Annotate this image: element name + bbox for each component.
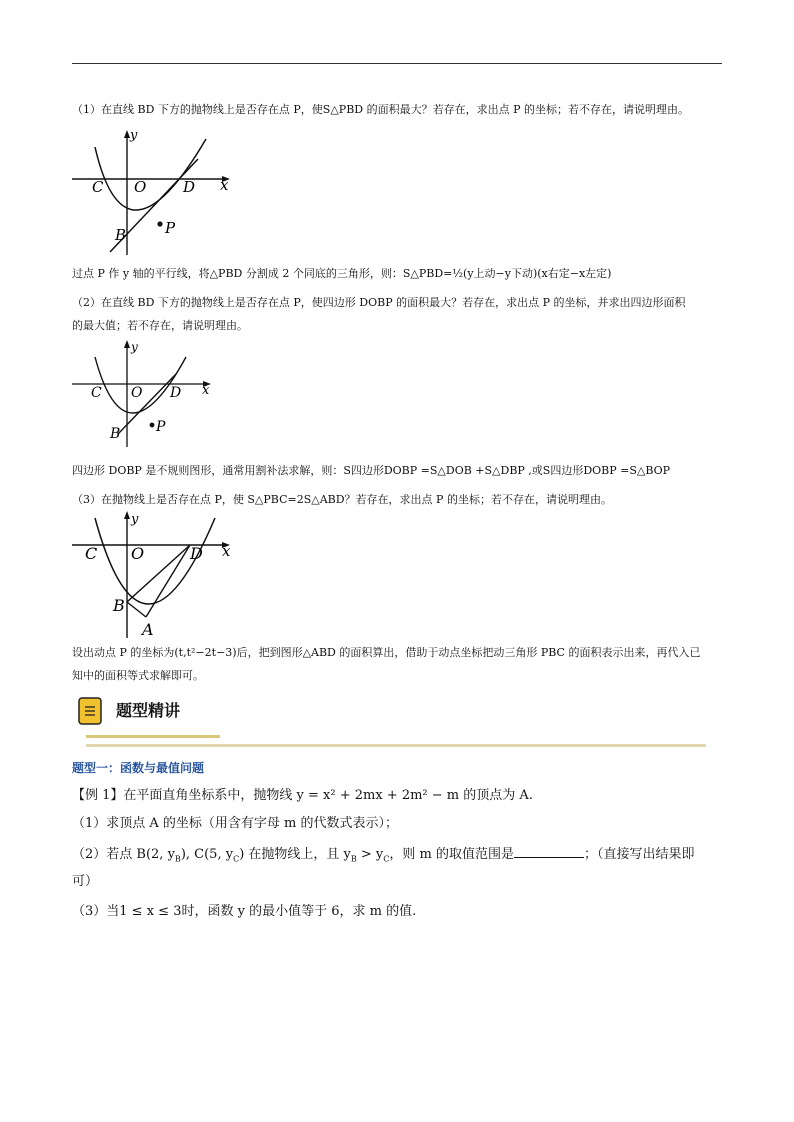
answer-blank[interactable]	[514, 845, 584, 858]
section-subtitle: 题型一：函数与最值问题	[72, 761, 205, 775]
fig3-label-a: A	[142, 620, 154, 639]
question-1: （1）在直线 BD 下方的抛物线上是否存在点 P，使S△PBD 的面积最大？若存在，求出点 P 的坐标；若不存在，请说明理由。	[72, 103, 689, 116]
example-line-2: （1）求顶点 A 的坐标（用含有字母 m 的代数式表示）；	[72, 816, 399, 831]
fig1-label-y: y	[130, 128, 138, 143]
figure-1	[70, 127, 240, 257]
question-2-line-2: 的最大值；若不存在，请说明理由。	[72, 319, 248, 332]
fig1-label-x: x	[220, 176, 229, 194]
fig2-label-c: C	[91, 385, 102, 401]
fig2-label-b: B	[110, 426, 121, 442]
fig3-label-d: D	[190, 544, 203, 563]
fig2-label-d: D	[170, 385, 182, 401]
section-divider	[86, 744, 706, 747]
question-2-line-1: （2）在直线 BD 下方的抛物线上是否存在点 P，使四边形 DOBP 的面积最大？若存在，求出点 P 的坐标，并求出四边形面积	[72, 296, 686, 309]
hint-3-line-2: 知中的面积等式求解即可。	[72, 669, 204, 682]
fig3-label-o: O	[131, 544, 145, 563]
hint-3-line-1: 设出动点 P 的坐标为(t,t²−2t−3)后，把到图形△ABD 的面积算出，借助于动点坐标把动三角形 PBC 的面积表示出来，再代入已	[72, 646, 701, 659]
example-line-5: （3）当1 ≤ x ≤ 3时，函数 y 的最小值等于 6，求 m 的值.	[72, 904, 417, 919]
hint-1: 过点 P 作 y 轴的平行线，将△PBD 分割成 2 个同底的三角形，则：S△PBD=½(y上动−y下动)(x右定−x左定)	[72, 267, 612, 280]
fig1-label-o: O	[134, 178, 147, 196]
fig2-label-y: y	[131, 340, 138, 354]
question-3: （3）在抛物线上是否存在点 P，使 S△PBC=2S△ABD？若存在，求出点 P 的坐标；若不存在，请说明理由。	[72, 493, 612, 506]
fig3-label-b: B	[113, 596, 125, 615]
fig2-label-o: O	[131, 385, 143, 401]
fig2-label-x: x	[202, 383, 210, 398]
fig3-label-y: y	[131, 512, 139, 527]
fig1-label-d: D	[183, 178, 196, 196]
notebook-icon	[77, 696, 105, 726]
section-title-accent	[86, 735, 220, 738]
example-line-1: 【例 1】在平面直角坐标系中，抛物线 y = x² + 2mx + 2m² − m 的顶点为 A.	[72, 788, 533, 803]
fig2-label-p: P	[156, 419, 166, 435]
figure-3	[70, 510, 240, 640]
example-line-3: （2）若点 B(2, $y_B$), C(5, $y_C$) 在抛物线上，且 $y_B > y_C$，则 m 的取值范围是 ；（直接写出结果即	[72, 847, 695, 864]
fig3-label-x: x	[222, 542, 231, 560]
fig3-label-c: C	[85, 544, 98, 563]
example-line-4: 可）	[72, 874, 99, 889]
hint-2: 四边形 DOBP 是不规则图形，通常用割补法求解，则：S四边形DOBP =S△DOB +S△DBP ,或S四边形DOBP =S△BOP	[72, 464, 671, 477]
fig1-label-p: P	[165, 219, 176, 237]
fig1-label-b: B	[115, 226, 127, 244]
fig1-label-c: C	[92, 178, 104, 196]
figure-2	[70, 339, 220, 449]
section-title: 题型精讲	[116, 701, 181, 720]
header-rule	[72, 63, 722, 64]
